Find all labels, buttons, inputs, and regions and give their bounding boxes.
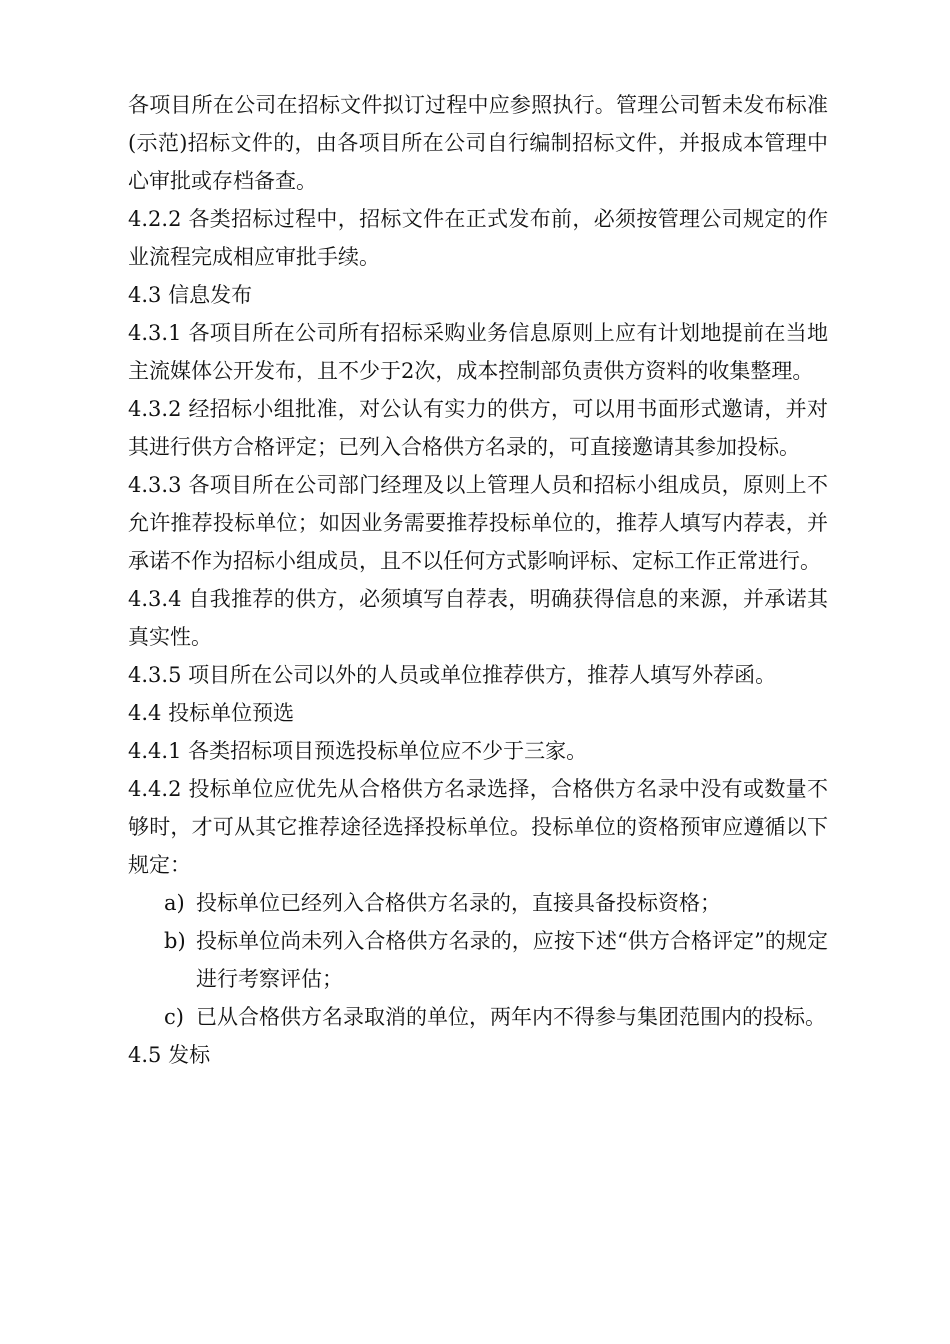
list-item-text: 投标单位尚未列入合格供方名录的，应按下述“供方合格评定”的规定进行考察评估； <box>196 929 828 991</box>
paragraph-4-3-3: 4.3.3 各项目所在公司部门经理及以上管理人员和招标小组成员，原则上不允许推荐投标单位；如因业务需要推荐投标单位的，推荐人填写内荐表，并承诺不作为招标小组成员，且不以任何方式影响评标、定标工作正常进行。 <box>128 473 828 573</box>
list-marker: b) <box>164 929 186 953</box>
list-item-b <box>128 922 828 998</box>
paragraph-4-4-2: 4.4.2 投标单位应优先从合格供方名录选择，合格供方名录中没有或数量不够时，才可从其它推荐途径选择投标单位。投标单位的资格预审应遵循以下规定： <box>128 777 828 877</box>
document-page <box>128 86 828 1074</box>
paragraph-4-4-1: 4.4.1 各类招标项目预选投标单位应不少于三家。 <box>128 739 588 763</box>
paragraph-4-2-2: 4.2.2 各类招标过程中，招标文件在正式发布前，必须按管理公司规定的作业流程完成相应审批手续。 <box>128 207 828 269</box>
heading-4-5: 4.5 发标 <box>128 1043 211 1067</box>
paragraph-4-3-4: 4.3.4 自我推荐的供方，必须填写自荐表，明确获得信息的来源，并承诺其真实性。 <box>128 587 828 649</box>
heading-4-3: 4.3 信息发布 <box>128 283 253 307</box>
list-item-text: 投标单位已经列入合格供方名录的，直接具备投标资格； <box>196 891 721 915</box>
paragraph-4-3-2: 4.3.2 经招标小组批准，对公认有实力的供方，可以用书面形式邀请，并对其进行供方合格评定；已列入合格供方名录的，可直接邀请其参加投标。 <box>128 397 828 459</box>
list-marker: a) <box>164 891 185 915</box>
list-item-c <box>128 998 828 1036</box>
list-marker: c) <box>164 1005 184 1029</box>
list-item-a <box>128 884 828 922</box>
paragraph-4-3-5: 4.3.5 项目所在公司以外的人员或单位推荐供方，推荐人填写外荐函。 <box>128 663 777 687</box>
list-item-text: 已从合格供方名录取消的单位，两年内不得参与集团范围内的投标。 <box>196 1005 826 1029</box>
paragraph-intro: 各项目所在公司在招标文件拟订过程中应参照执行。管理公司暂未发布标准(示范)招标文件的，由各项目所在公司自行编制招标文件，并报成本管理中心审批或存档备查。 <box>128 93 828 193</box>
heading-4-4: 4.4 投标单位预选 <box>128 701 295 725</box>
paragraph-4-3-1: 4.3.1 各项目所在公司所有招标采购业务信息原则上应有计划地提前在当地主流媒体公开发布，且不少于2次，成本控制部负责供方资料的收集整理。 <box>128 321 828 383</box>
